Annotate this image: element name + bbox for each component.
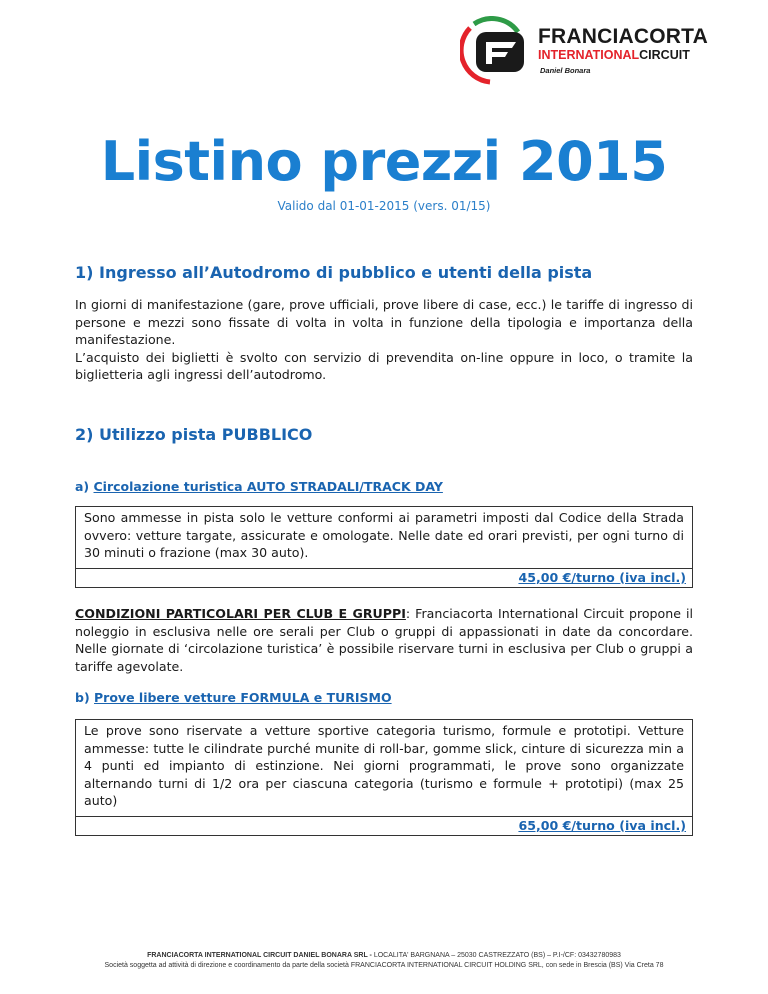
section-1-heading: 1) Ingresso all’Autodromo di pubblico e utenti della pista <box>75 263 593 282</box>
conditions-label: CONDIZIONI PARTICOLARI PER CLUB E GRUPPI <box>75 606 406 621</box>
conditions-text: : Franciacorta International Circuit propone il noleggio in esclusiva nelle ore serali per Club o gruppi di appassionati in date da concordare. Nelle giornate di ‘circolazione turistica’ è possibile riservare turni in esclusiva per Club o gruppi a tariffe agevolate. <box>75 606 693 674</box>
price-box-a-price: 45,00 €/turno (iva incl.) <box>518 569 686 585</box>
price-box-b-description: Le prove sono riservate a vetture sportive categoria turismo, formule e prototipi. Vetture ammesse: tutte le cilindrate purché munite di roll-bar, gomme slick, cinture di sicurezza min a 4 punti ed impianto di estinzione. Nei giorni programmati, le prove sono organizzate alternando turni di 1/2 ora per ciascuna categoria (turismo e formule + prototipi) (max 25 auto) <box>76 720 692 817</box>
subsection-b-title: Prove libere vetture FORMULA e TURISMO <box>94 690 392 705</box>
section-1-body <box>75 296 693 384</box>
logo-sub-international: INTERNATIONAL <box>538 48 640 62</box>
conditions-paragraph <box>75 605 693 675</box>
page-subtitle: Valido dal 01-01-2015 (vers. 01/15) <box>277 199 491 213</box>
logo-sub-circuit: CIRCUIT <box>639 48 690 62</box>
price-box-a <box>75 506 693 588</box>
section-2-heading: 2) Utilizzo pista PUBBLICO <box>75 425 313 444</box>
subsection-a-prefix: a) <box>75 479 94 494</box>
company-logo <box>460 16 710 86</box>
subsection-b-heading <box>75 690 392 705</box>
subsection-b-prefix: b) <box>75 690 95 705</box>
footer-line-1 <box>0 951 768 961</box>
section-1-paragraph-1: In giorni di manifestazione (gare, prove ufficiali, prove libere di case, ecc.) le tariffe di ingresso di persone e mezzi sono fissate di volta in volta in funzione della tipologia e importanza della manifestazione. <box>75 297 693 347</box>
page-title: Listino prezzi 2015 <box>100 130 668 193</box>
logo-subtitle <box>538 48 708 63</box>
section-1-paragraph-2: L’acquisto dei biglietti è svolto con servizio di prevendita on-line oppure in loco, o tramite la biglietteria agli ingressi dell’autodromo. <box>75 349 693 382</box>
circuit-logo-icon <box>460 16 534 86</box>
subsection-a-title: Circolazione turistica AUTO STRADALI/TRACK DAY <box>93 479 443 494</box>
logo-text <box>538 26 708 75</box>
price-box-b <box>75 719 693 836</box>
logo-owner: Daniel Bonara <box>540 66 591 75</box>
logo-brand: FRANCIACORTA <box>538 25 708 48</box>
footer-company: FRANCIACORTA INTERNATIONAL CIRCUIT DANIEL BONARA SRL - <box>147 952 374 959</box>
price-box-b-price: 65,00 €/turno (iva incl.) <box>518 817 686 833</box>
price-box-a-description: Sono ammesse in pista solo le vetture conformi ai parametri imposti dal Codice della Strada ovvero: vetture targate, assicurate e omologate. Nelle date ed orari previsti, per ogni turno di 30 minuti o frazione (max 30 auto). <box>76 507 692 569</box>
subsection-a-heading <box>75 479 443 494</box>
footer-line-2: Società soggetta ad attività di direzione e coordinamento da parte della società FRANCIACORTA INTERNATIONAL CIRCUIT HOLDING SRL, con sede in Brescia (BS) Via Creta 78 <box>104 962 664 969</box>
page-footer <box>0 951 768 971</box>
footer-address: LOCALITA' BARGNANA – 25030 CASTREZZATO (BS) – P.I-/CF: 03432780983 <box>373 952 621 959</box>
